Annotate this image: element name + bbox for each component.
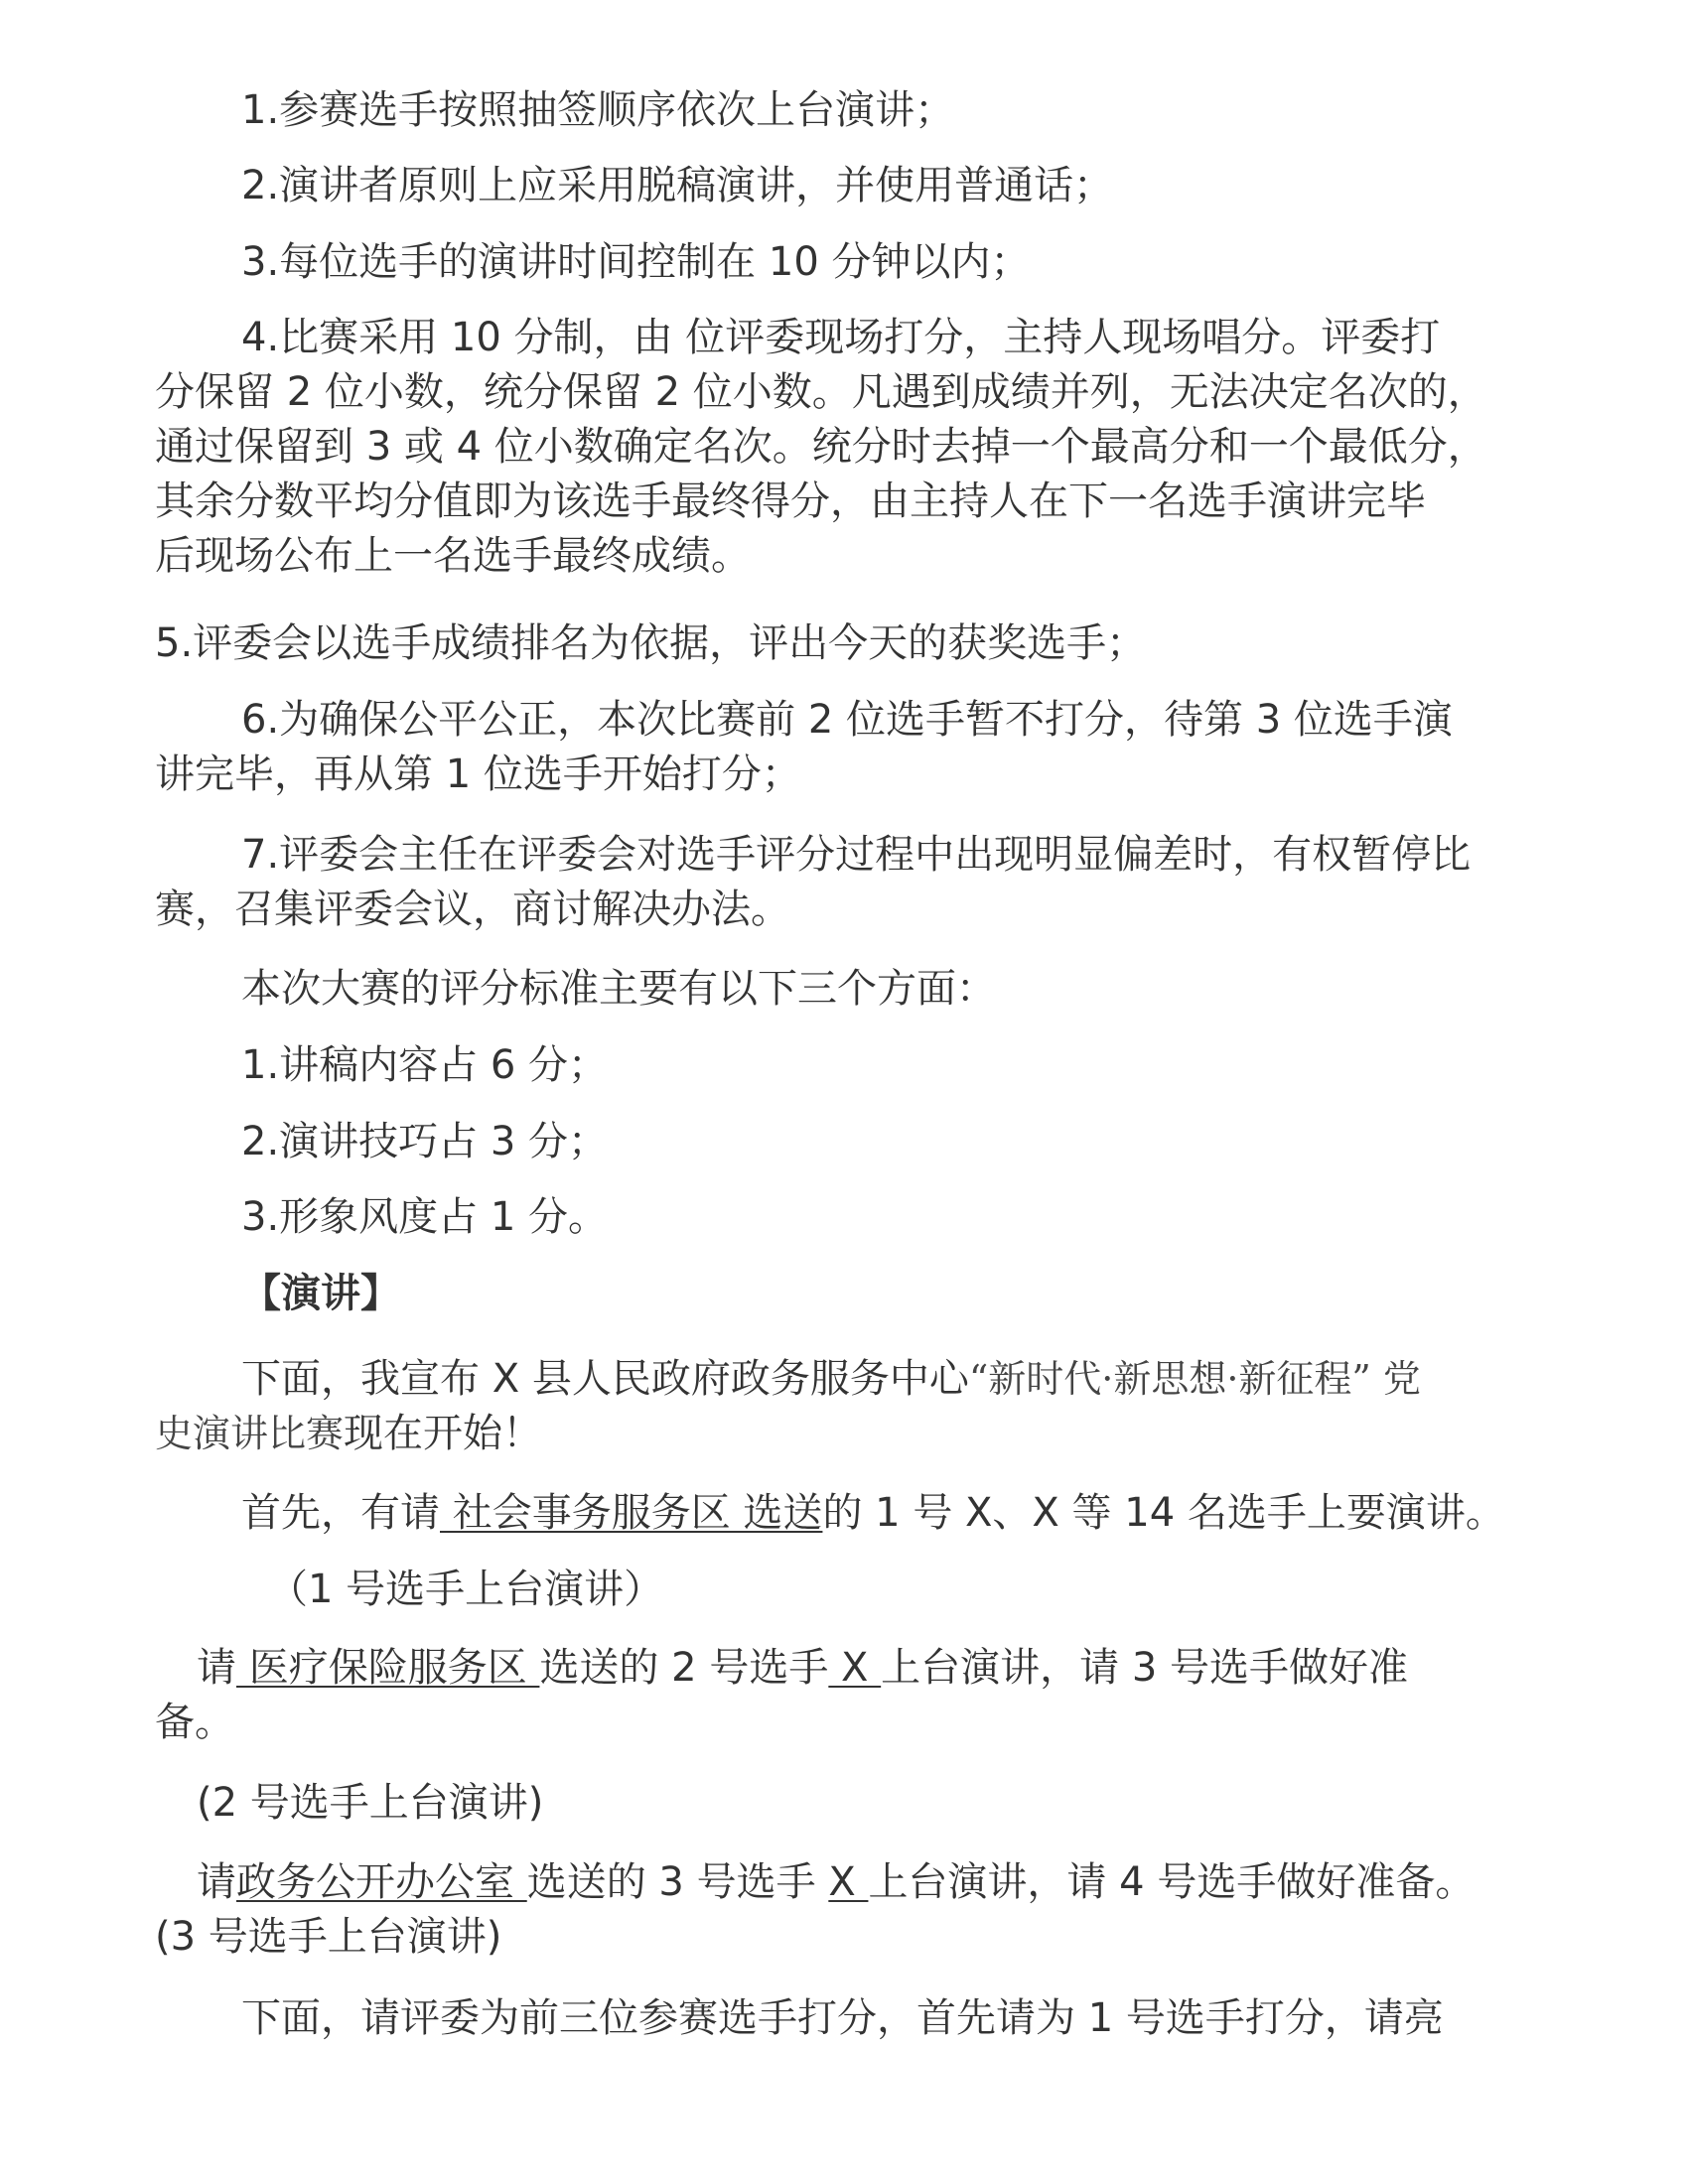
- third-speaker-suffix: 上台演讲，请 4 号选手做好准备。: [868, 1859, 1476, 1905]
- rule-3: 3.每位选手的演讲时间控制在 10 分钟以内；: [241, 239, 1031, 285]
- criteria-3: 3.形象风度占 1 分。: [241, 1194, 609, 1240]
- opening-line-1: [241, 1356, 1688, 1402]
- rule-6-line-2: 讲完毕，再从第 1 位选手开始打分；: [155, 751, 801, 797]
- speech-heading: 【演讲】: [241, 1271, 400, 1316]
- criteria-1: 1.讲稿内容占 6 分；: [241, 1042, 609, 1088]
- third-speaker-note: (3 号选手上台演讲): [155, 1914, 502, 1960]
- criteria-2: 2.演讲技巧占 3 分；: [241, 1119, 609, 1164]
- opening-text: 下面，我宣布 X 县人民政府政务服务中心: [241, 1356, 969, 1402]
- third-speaker-name: X: [828, 1859, 869, 1905]
- second-speaker-name: X: [828, 1645, 882, 1691]
- first-speaker-note: （1 号选手上台演讲）: [268, 1567, 664, 1612]
- event-title-part-1: “新时代·新思想·新征程” 党: [968, 1357, 1421, 1401]
- third-speaker-line: [197, 1859, 1646, 1905]
- rule-7-line-2: 赛，召集评委会议，商讨解决办法。: [155, 887, 790, 932]
- rule-7-line-1: 7.评委会主任在评委会对选手评分过程中出现明显偏差时，有权暂停比: [241, 832, 1472, 878]
- rule-1: 1.参赛选手按照抽签顺序依次上台演讲；: [241, 87, 955, 133]
- third-speaker-unit: 政务公开办公室: [236, 1859, 527, 1905]
- opening-line-2: [155, 1411, 1605, 1456]
- rule-4-line-3: 通过保留到 3 或 4 位小数确定名次。统分时去掉一个最高分和一个最低分，: [155, 424, 1487, 470]
- second-speaker-line-2: 备。: [155, 1700, 234, 1745]
- third-speaker-mid: 选送的 3 号选手: [526, 1859, 829, 1905]
- second-speaker-mid: 选送的 2 号选手: [539, 1645, 829, 1691]
- rule-4-line-5: 后现场公布上一名选手最终成绩。: [155, 533, 751, 579]
- rule-2: 2.演讲者原则上应采用脱稿演讲，并使用普通话；: [241, 163, 1114, 208]
- second-speaker-suffix: 上台演讲，请 3 号选手做好准: [881, 1645, 1409, 1691]
- second-speaker-unit: 医疗保险服务区: [236, 1645, 540, 1691]
- rule-4-line-2: 分保留 2 位小数，统分保留 2 位小数。凡遇到成绩并列，无法决定名次的，: [155, 369, 1487, 415]
- event-title-part-2: 史演讲比赛: [155, 1412, 345, 1455]
- rule-6-line-1: 6.为确保公平公正，本次比赛前 2 位选手暂不打分，待第 3 位选手演: [241, 697, 1453, 743]
- first-speaker-unit: 社会事务服务区 选送: [440, 1490, 823, 1536]
- opening-start-text: 现在开始！: [344, 1411, 543, 1456]
- third-speaker-prefix: 请: [197, 1859, 236, 1905]
- first-speaker-suffix: 的 1 号 X、X 等 14 名选手上要演讲。: [822, 1490, 1505, 1536]
- criteria-intro: 本次大赛的评分标准主要有以下三个方面：: [241, 966, 996, 1012]
- second-speaker-line-1: [197, 1645, 1646, 1691]
- first-speaker-prefix: 首先，有请: [241, 1490, 440, 1536]
- first-speaker-line: [241, 1490, 1688, 1536]
- second-speaker-prefix: 请: [197, 1645, 236, 1691]
- rule-5: 5.评委会以选手成绩排名为依据，评出今天的获奖选手；: [155, 620, 1147, 666]
- second-speaker-note: (2 号选手上台演讲): [197, 1780, 544, 1826]
- rule-4-line-1: 4.比赛采用 10 分制，由 位评委现场打分，主持人现场唱分。评委打: [241, 315, 1441, 360]
- scoring-instruction: 下面，请评委为前三位参赛选手打分，首先请为 1 号选手打分，请亮: [241, 1995, 1444, 2041]
- rule-4-line-4: 其余分数平均分值即为该选手最终得分，由主持人在下一名选手演讲完毕: [155, 478, 1426, 524]
